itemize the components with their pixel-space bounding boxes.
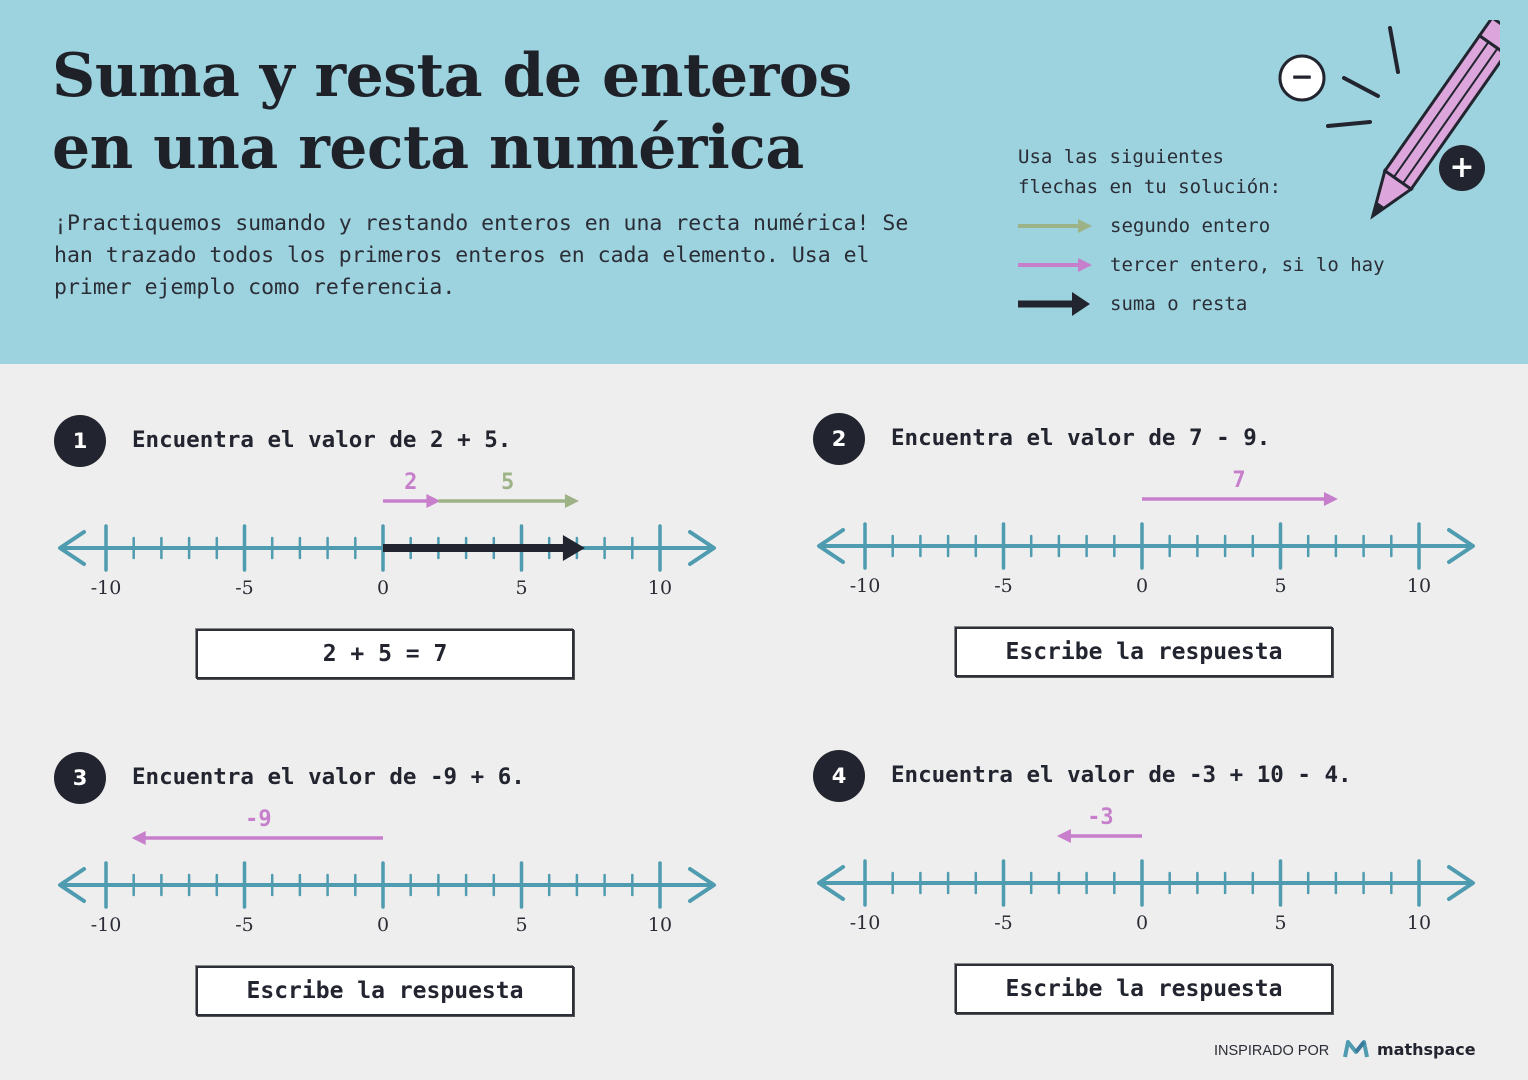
problem-number-badge: 1 [54,415,106,467]
answer-box[interactable]: 2 + 5 = 7 [196,629,574,679]
header-banner [0,0,1528,364]
answer-box[interactable]: Escribe la respuesta [955,627,1333,677]
tick-label: -5 [994,575,1013,597]
tick-label: 10 [647,577,673,599]
brand-name: mathspace [1377,1040,1476,1059]
dark-arrow-icon [1018,290,1094,320]
tick-label: 5 [515,577,528,599]
arrow-label: 2 [404,470,418,495]
title-line-1: Suma y resta de enteros [52,41,852,111]
arrow-label: -9 [245,807,272,832]
legend-title-line-1: Usa las siguientes [1018,146,1224,168]
problem-2 [813,413,1513,713]
arrow-label: -3 [1087,805,1114,830]
tick-label: 5 [1274,912,1287,934]
intro-text: ¡Practiquemos sumando y restando enteros en una recta numérica! Se han trazado todos los primeros enteros en cada elemento. Usa el primer ejemplo como referencia. [54,211,909,300]
answer-box[interactable]: Escribe la respuesta [196,966,574,1016]
plus-circle-icon [1439,145,1485,191]
number-line [813,800,1493,940]
problem-prompt: Encuentra el valor de 2 + 5. [132,427,512,453]
tick-label: 0 [1135,575,1149,597]
number-line [54,465,734,605]
inspired-by-text: INSPIRADO POR [1214,1043,1330,1059]
tick-label: 10 [1406,575,1432,597]
number-line [54,802,734,942]
number-line [813,463,1493,603]
green-arrow-icon [1018,212,1094,242]
arrow-label: 7 [1232,468,1246,493]
pencil-illustration [1270,20,1500,235]
tick-label: 5 [1274,575,1287,597]
tick-label: 5 [515,914,528,936]
tick-label: -10 [849,912,881,934]
minus-circle-icon [1280,56,1324,100]
tick-label: 10 [1406,912,1432,934]
problem-3 [54,752,754,1052]
problem-number-badge: 3 [54,752,106,804]
operation-arrowhead [1057,829,1071,843]
problem-number-badge: 2 [813,413,865,465]
operation-arrowhead [426,494,440,508]
mathspace-logo-icon [1343,1039,1369,1059]
tick-label: 0 [376,577,390,599]
tick-label: -10 [849,575,881,597]
tick-label: -5 [235,914,254,936]
spark-lines-icon [1328,28,1398,126]
legend-title-line-2: flechas en tu solución: [1018,176,1282,198]
result-arrowhead [563,535,585,561]
arrow-label: 5 [501,470,515,495]
tick-label: 0 [376,914,390,936]
problem-number-badge: 4 [813,750,865,802]
legend-label-third: tercer entero, si lo hay [1110,254,1385,276]
pencil-icon [1360,20,1500,225]
problem-prompt: Encuentra el valor de -9 + 6. [132,764,525,790]
title-line-2: en una recta numérica [52,113,804,183]
page-title [52,40,852,184]
plus-symbol: + [1449,150,1475,185]
minus-symbol: − [1290,60,1314,93]
tick-label: 0 [1135,912,1149,934]
operation-arrowhead [132,831,146,845]
problem-prompt: Encuentra el valor de -3 + 10 - 4. [891,762,1352,788]
problem-4 [813,750,1513,1050]
tick-label: 10 [647,914,673,936]
operation-arrowhead [1324,492,1338,506]
operation-arrowhead [565,494,579,508]
legend-title [1018,142,1281,202]
answer-box[interactable]: Escribe la respuesta [955,964,1333,1014]
problem-1 [54,415,754,715]
tick-label: -5 [994,912,1013,934]
tick-label: -5 [235,577,254,599]
legend-label-second: segundo entero [1110,215,1271,237]
problem-prompt: Encuentra el valor de 7 - 9. [891,425,1271,451]
tick-label: -10 [90,914,122,936]
tick-label: -10 [90,577,122,599]
pink-arrow-icon [1018,251,1094,281]
legend-label-result: suma o resta [1110,293,1248,315]
